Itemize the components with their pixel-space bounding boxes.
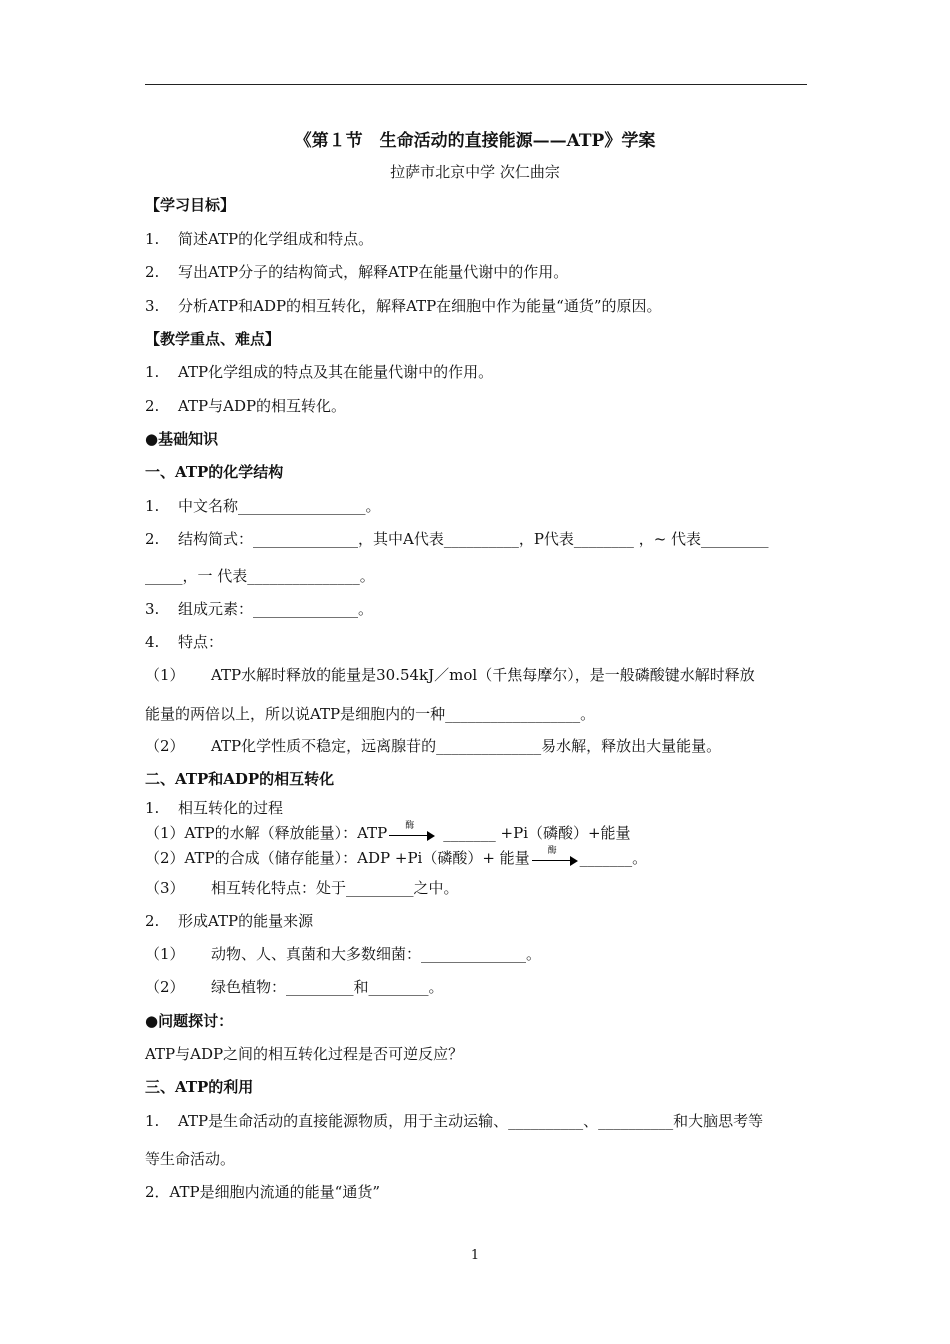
question-structure	[145, 529, 769, 549]
item-number: 1.	[145, 230, 160, 248]
item-text: 简述ATP的化学组成和特点。	[178, 230, 374, 248]
goal-item	[145, 229, 373, 249]
document-title: 《第１节 生命活动的直接能源——ATP》学案	[294, 131, 656, 151]
item-number: （2）	[145, 737, 185, 755]
reaction-hydrolysis	[145, 823, 631, 843]
item-text: 动物、人、真菌和大多数细菌：______________。	[211, 945, 542, 963]
enzyme-label: 酶	[405, 821, 415, 831]
key-point-item	[145, 362, 493, 382]
goal-item	[145, 296, 662, 316]
header-rule	[145, 84, 807, 85]
item-text: ATP是生命活动的直接能源物质，用于主动运输、__________、__________和大脑思考等	[178, 1112, 764, 1130]
section-2-heading: 二、ATP和ADP的相互转化	[145, 770, 335, 788]
author-line: 拉萨市北京中学 次仁曲宗	[390, 163, 560, 181]
item-text: 结构简式：______________，其中A代表__________，P代表________ ，~ 代表_________	[178, 530, 769, 548]
item-text: 相互转化的过程	[178, 799, 284, 817]
energy-source-animals	[145, 944, 541, 964]
atp-usage-1	[145, 1111, 763, 1131]
reaction-arrow-icon	[389, 821, 435, 841]
discussion-heading: ●问题探讨：	[145, 1012, 234, 1030]
reaction-right: _______ +Pi（磷酸）+能量	[443, 824, 631, 842]
reaction-synthesis	[145, 848, 647, 868]
reaction-right: _______。	[579, 849, 648, 867]
question-conversion-process	[145, 798, 283, 818]
item-number: （1）	[145, 666, 185, 684]
item-number: 2.	[145, 912, 160, 930]
item-number: 1.	[145, 363, 160, 381]
item-text: 写出ATP分子的结构简式，解释ATP在能量代谢中的作用。	[178, 263, 569, 281]
atp-usage-1-continued: 等生命活动。	[145, 1150, 236, 1168]
item-text: 中文名称_________________。	[178, 497, 381, 515]
key-points-heading: 【教学重点、难点】	[145, 330, 281, 348]
item-number: 4.	[145, 633, 160, 651]
key-point-item	[145, 396, 346, 416]
page-number: 1	[470, 1248, 480, 1263]
feature-1	[145, 665, 755, 685]
item-number: 2.	[145, 397, 160, 415]
enzyme-label: 酶	[547, 846, 557, 856]
feature-1-continued: 能量的两倍以上，所以说ATP是细胞内的一种__________________。	[145, 705, 596, 723]
goals-heading: 【学习目标】	[145, 196, 236, 214]
item-number: 3.	[145, 600, 160, 618]
item-text: 分析ATP和ADP的相互转化，解释ATP在细胞中作为能量“通货”的原因。	[178, 297, 662, 315]
question-features	[145, 632, 223, 652]
energy-source-plants	[145, 977, 444, 997]
question-structure-continued: _____，一 代表_______________。	[145, 567, 375, 585]
item-text: ATP与ADP的相互转化。	[178, 397, 347, 415]
discussion-question: ATP与ADP之间的相互转化过程是否可逆反应？	[145, 1045, 464, 1063]
section-3-heading: 三、ATP的利用	[145, 1078, 254, 1096]
item-text: ATP水解时释放的能量是30.54kJ／mol（千焦每摩尔），是一般磷酸键水解时释放	[211, 666, 755, 684]
item-text: ATP化学性质不稳定，远离腺苷的______________易水解，释放出大量能量。	[211, 737, 722, 755]
item-text: 绿色植物：_________和________。	[211, 978, 444, 996]
question-elements	[145, 599, 373, 619]
item-number: 1.	[145, 1112, 160, 1130]
item-text: ATP化学组成的特点及其在能量代谢中的作用。	[178, 363, 494, 381]
reaction-left: （1）ATP的水解（释放能量）：ATP	[145, 824, 388, 842]
item-number: 1.	[145, 799, 160, 817]
item-text: 特点：	[178, 633, 224, 651]
item-number: 3.	[145, 297, 160, 315]
reaction-left: （2）ATP的合成（储存能量）：ADP +Pi（磷酸）+ 能量	[145, 849, 530, 867]
basics-heading: ●基础知识	[145, 430, 219, 448]
item-text: 形成ATP的能量来源	[178, 912, 314, 930]
item-text: 组成元素：______________。	[178, 600, 374, 618]
feature-2	[145, 736, 721, 756]
section-1-heading: 一、ATP的化学结构	[145, 463, 284, 481]
item-number: 2.	[145, 530, 160, 548]
item-number: 1.	[145, 497, 160, 515]
reaction-arrow-icon	[532, 846, 578, 866]
atp-usage-2: 2．ATP是细胞内流通的能量“通货”	[145, 1183, 380, 1201]
item-number: （3）	[145, 879, 185, 897]
question-energy-source	[145, 911, 313, 931]
item-number: （2）	[145, 978, 185, 996]
conversion-feature	[145, 878, 459, 898]
item-number: 2.	[145, 263, 160, 281]
item-number: （1）	[145, 945, 185, 963]
item-text: 相互转化特点：处于_________之中。	[211, 879, 459, 897]
goal-item	[145, 262, 568, 282]
question-chinese-name	[145, 496, 381, 516]
